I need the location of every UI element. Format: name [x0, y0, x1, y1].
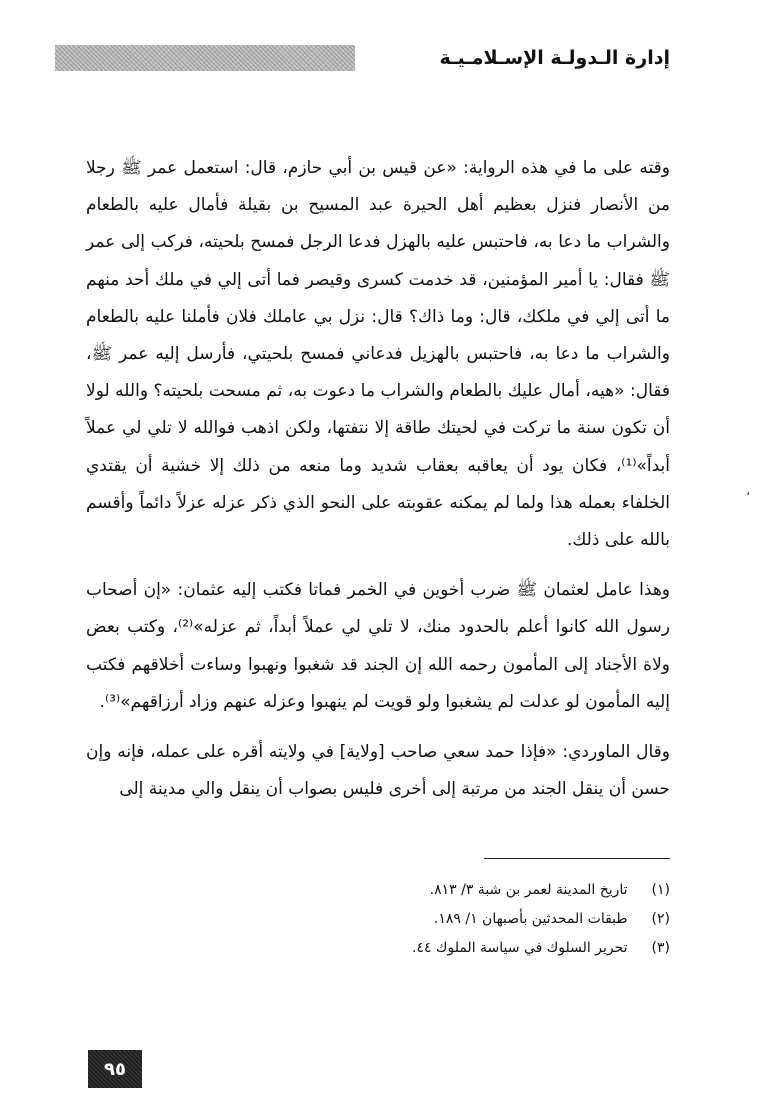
footnote-number: (٢)	[651, 911, 670, 927]
paragraph: وهذا عامل لعثمان ﷺ ضرب أخوين في الخمر فماتا فكتب إليه عثمان: «إن أصحاب رسول الله كانوا أعلم بالحدود منك، لا تلي لي عملاً أبداً، ثم عزله»⁽²⁾، وكتب بعض ولاة الأجناد إلى المأمون رحمه الله إن الجند قد شغبوا ونهبوا وساءت أخلاقهم فكتب إليه المأمون لو عدلت لم يشغبوا ولو قويت لم ينهبوا وعزله عنهم وزاد أرزاقهم»⁽³⁾.	[86, 580, 670, 712]
running-header-title: إدارة الـدولـة الإسـلامـيـة	[439, 47, 670, 69]
footnote-number: (٣)	[651, 940, 670, 956]
footnote-item	[300, 934, 670, 963]
paragraph: وقال الماوردي: «فإذا حمد سعي صاحب [ولاية] في ولايته أقره على عمله، فإنه وإن حسن أن ينقل الجند من مرتبة إلى أخرى فليس بصواب أن ينقل والي مدينة إلى	[86, 742, 670, 800]
footnotes	[300, 876, 670, 963]
footnote-number: (١)	[651, 882, 670, 898]
footnote-text: تاريخ المدينة لعمر بن شبة ٣/ ٨١٣.	[429, 882, 628, 898]
paragraph: وقته على ما في هذه الرواية: «عن قيس بن أبي حازم، قال: استعمل عمر ﷺ رجلا من الأنصار فنزل بعظيم أهل الحيرة عبد المسيح بن بقيلة فأمال عليه بالطعام والشراب ما دعا به، فاحتبس عليه بالهزل فدعا الرجل فمسح بلحيته، فركب إلى عمر ﷺ فقال: يا أمير المؤمنين، قد خدمت كسرى وقيصر فما أتى إلي في ملك أحد منهم ما أتى إلي في ملكك، قال: وما ذاك؟ قال: نزل بي عاملك فلان فأملنا عليه بالطعام والشراب ما دعا به، فاحتبس بالهزيل فدعاني فمسح بلحيتي، فأرسل إليه عمر ﷺ، فقال: «هيه، أمال عليك بالطعام والشراب ما دعوت به، ثم مسحت بلحيته؟ والله لولا أن تكون سنة ما تركت في لحيتك طاقة إلا نتفتها، ولكن اذهب فوالله لا تلي لي عملاً أبداً»⁽¹⁾، فكان يود أن يعاقبه بعقاب شديد وما منعه من ذلك إلا خشية أن يقتدي الخلفاء بعمله هذا ولما لم يمكنه عقوبته على النحو الذي ذكر عزله عزلاً دائماً وأقسم بالله على ذلك.	[86, 158, 670, 551]
footnote-text: تحرير السلوك في سياسة الملوك ٤٤.	[411, 940, 628, 956]
footnote-text: طبقات المحدثين بأصبهان ١/ ١٨٩.	[433, 911, 628, 927]
footnote-item	[300, 876, 670, 905]
page-number: ٩٥	[104, 1058, 126, 1080]
footnote-divider	[484, 858, 670, 859]
header-ornament-band	[55, 45, 355, 71]
footnote-item	[300, 905, 670, 934]
page-header	[70, 40, 670, 76]
main-text	[86, 150, 670, 821]
page-number-badge	[88, 1050, 142, 1088]
margin-mark: ،	[746, 484, 751, 499]
